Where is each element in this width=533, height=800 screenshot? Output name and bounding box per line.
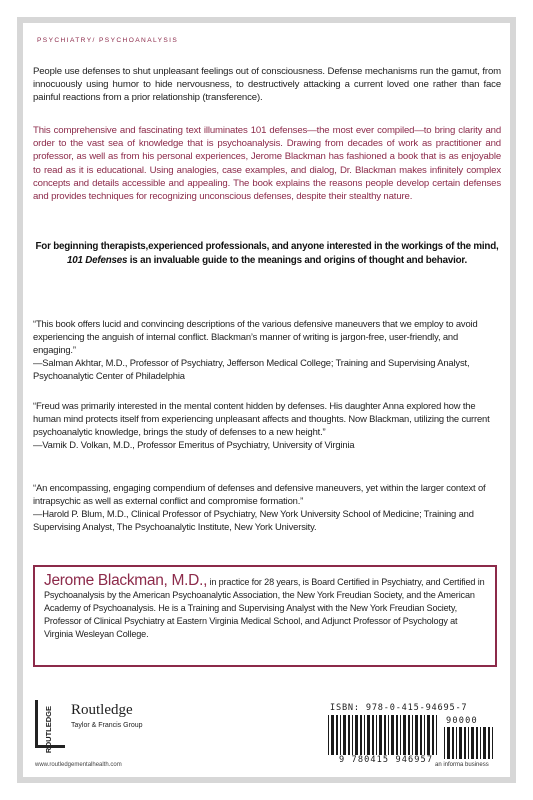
audience-statement-end: is an invaluable guide to the meanings and origins of thought and behavior. xyxy=(127,254,467,266)
barcode-icon xyxy=(327,715,439,755)
description-paragraph-2: This comprehensive and fascinating text illuminates 101 defenses—the most ever compiled—to bring clarity and order to the vast sea of knowledge that is psychoanalysis. Drawing from decades of work as practitioner and professor, as well as from his personal experiences, Jerome Blackman has fashioned a book that is as enjoyable to read as it is educational. Using analogies, case examples, and dialog, Dr. Blackman makes infinitely complex concepts and details accessible and appealing. The book explains the reasons people develop certain defenses and provides techniques for recognizing unconscious defenses, despite their stealthy nature. xyxy=(33,125,501,203)
publisher-mark-text: ROUTLEDGE xyxy=(44,706,53,754)
cover-frame xyxy=(17,17,516,783)
isbn-digits: 9 780415 946957 xyxy=(339,755,434,765)
endorsement-quote: “This book offers lucid and convincing descriptions of the various defensive maneuvers that we employ to avoid experiencing the anguish of internal conflict. Blackman’s manner of writing is jargon-free, user-friendly, and engaging.” xyxy=(33,318,478,355)
price-barcode-icon xyxy=(443,727,495,759)
endorsement-attribution: —Harold P. Blum, M.D., Clinical Professor of Psychiatry, New York University School of Medicine; Training and Supervising Analyst, The Psychoanalytic Institute, New York University. xyxy=(33,508,474,532)
category-label: PSYCHIATRY/ PSYCHOANALYSIS xyxy=(37,37,179,44)
isbn-label: ISBN: 978-0-415-94695-7 xyxy=(330,703,468,713)
price-code: 90000 xyxy=(446,716,478,726)
informa-label: an informa business xyxy=(435,762,489,768)
endorsement-quote: “An encompassing, engaging compendium of defenses and defensive maneuvers, yet within the larger context of intrapsychic as well as external conflict and compromise formation.” xyxy=(33,482,486,506)
description-paragraph-1: People use defenses to shut unpleasant feelings out of consciousness. Defense mechanisms run the gamut, from innocuously using humor to hide nervousness, to destructively attacking a current loved one rather than face painful reactions from a prior relationship (transference). xyxy=(33,66,501,104)
author-bio-text: in practice for 28 years, is Board Certified in Psychiatry, and Certified in Psychoanalysis by the American Psychoanalytic Association, the New York Freudian Society, and the American Academy of Psychoanalysis. He is a Training and Supervising Analyst with the New York Freudian Society, Professor of Clinical Psychiatry at Eastern Virginia Medical School, and Adjunct Professor of Psychology at Virginia Wesleyan College. xyxy=(44,577,485,639)
routledge-mark-icon xyxy=(35,700,65,754)
endorsement-2 xyxy=(33,399,501,451)
book-title-inline: 101 Defenses xyxy=(67,254,128,266)
publisher-name: Routledge xyxy=(71,702,133,718)
author-bio-box xyxy=(33,565,497,667)
author-name: Jerome Blackman, M.D., xyxy=(44,572,208,589)
publisher-website: www.routledgementalhealth.com xyxy=(35,762,122,768)
endorsement-attribution: —Vamik D. Volkan, M.D., Professor Emeritus of Psychiatry, University of Virginia xyxy=(33,439,355,450)
publisher-logo xyxy=(35,696,165,752)
endorsement-3 xyxy=(33,481,501,533)
publisher-group: Taylor & Francis Group xyxy=(71,722,143,729)
audience-statement xyxy=(33,240,501,267)
endorsement-1 xyxy=(33,317,501,382)
endorsement-quote: “Freud was primarily interested in the mental content hidden by defenses. His daughter Anna explored how the human mind protects itself from experiencing unpleasant affects and thoughts. Now Blackman, utilizing the current psychoanalytic knowledge, brings the study of defenses to a new height.” xyxy=(33,400,490,437)
endorsement-attribution: —Salman Akhtar, M.D., Professor of Psychiatry, Jefferson Medical College; Training and Supervising Analyst, Psychoanalytic Center of Philadelphia xyxy=(33,357,470,381)
audience-statement-start: For beginning therapists,experienced professionals, and anyone interested in the workings of the mind, xyxy=(35,241,499,252)
